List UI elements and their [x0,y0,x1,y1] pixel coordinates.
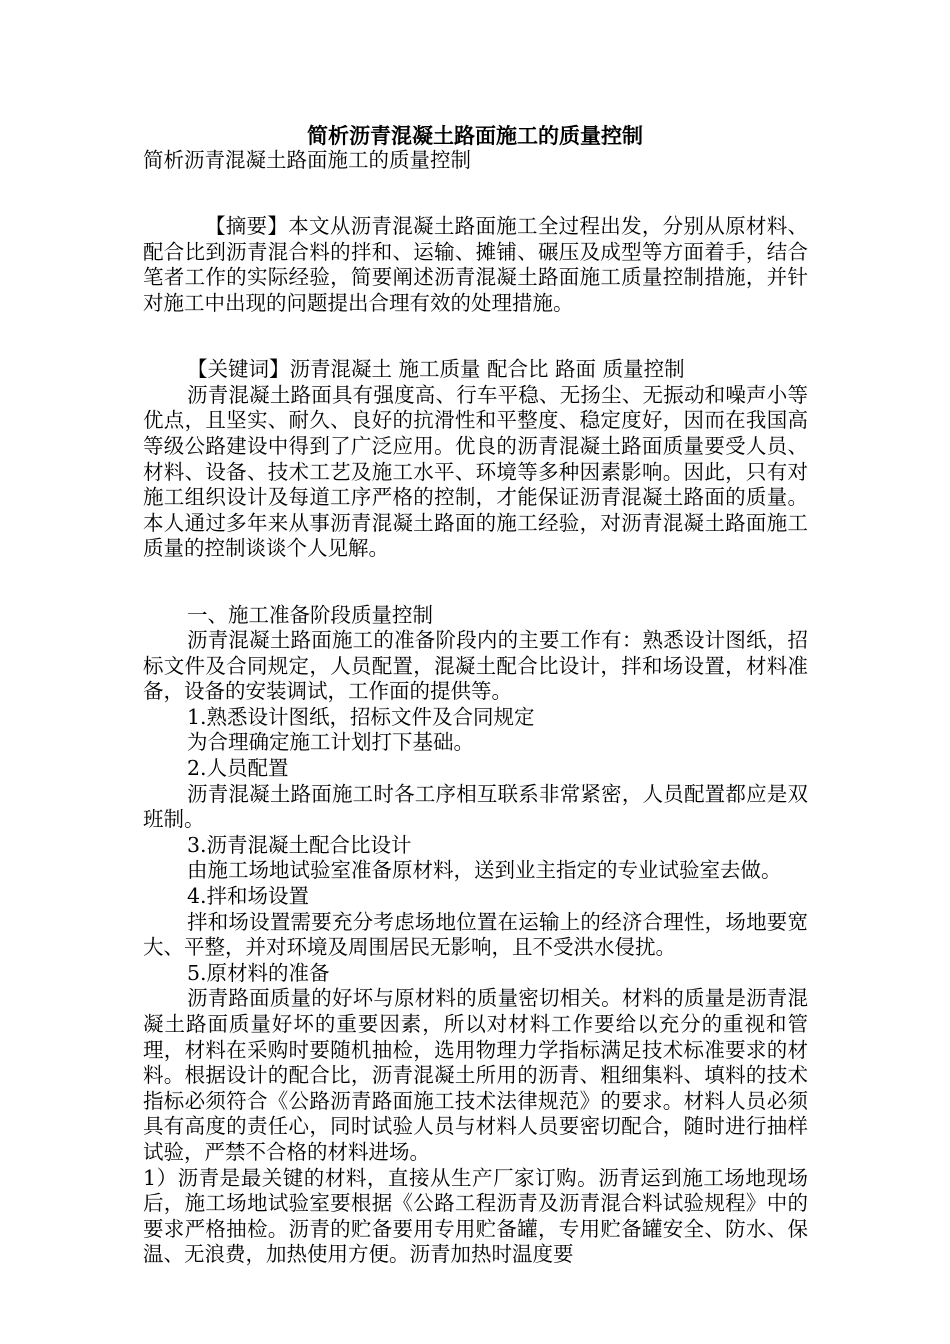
intro-paragraph: 沥青混凝土路面具有强度高、行车平稳、无扬尘、无振动和噪声小等优点，且坚实、耐久、良好的抗滑性和平整度、稳定度好，因而在我国高等级公路建设中得到了广泛应用。优良的沥青混凝土路面质量要受人员、材料、设备、技术工艺及施工水平、环境等多种因素影响。因此，只有对施工组织设计及每道工序严格的控制，才能保证沥青混凝土路面的质量。本人通过多年来从事沥青混凝土路面的施工经验，对沥青混凝土路面施工质量的控制谈谈个人见解。 [143,382,808,561]
abstract-paragraph: 【摘要】本文从沥青混凝土路面施工全过程出发，分别从原材料、配合比到沥青混合料的拌和、运输、摊铺、碾压及成型等方面着手，结合笔者工作的实际经验，简要阐述沥青混凝土路面施工质量控制措施，并针对施工中出现的问题提出合理有效的处理措施。 [143,214,808,315]
sub-item-paragraph: 1）沥青是最关键的材料，直接从生产厂家订购。沥青运到施工场地现场后，施工场地试验室要根据《公路工程沥青及沥青混合料试验规程》中的要求严格抽检。沥青的贮备要用专用贮备罐，专用贮备罐安全、防水、保温、无浪费，加热使用方便。沥青加热时温度要 [143,1165,808,1267]
item-heading: 1.熟悉设计图纸，招标文件及合同规定 [187,704,535,729]
section-heading: 一、施工准备阶段质量控制 [187,602,433,627]
item-paragraph: 由施工场地试验室准备原材料，送到业主指定的专业试验室去做。 [187,858,782,883]
document-title: 简析沥青混凝土路面施工的质量控制 [307,123,643,148]
item-paragraph: 沥青混凝土路面施工时各工序相互联系非常紧密，人员配置都应是双班制。 [143,781,808,832]
document-subtitle: 简析沥青混凝土路面施工的质量控制 [143,148,471,172]
document-body [143,148,808,1268]
item-paragraph: 为合理确定施工计划打下基础。 [187,730,474,755]
spacer [143,174,808,200]
item-heading: 2.人员配置 [187,756,289,781]
item-heading: 5.原材料的准备 [187,960,330,985]
spacer [143,562,808,588]
section-intro-paragraph: 沥青混凝土路面施工的准备阶段内的主要工作有：熟悉设计图纸，招标文件及合同规定，人员配置，混凝土配合比设计，拌和场设置，材料准备，设备的安装调试，工作面的提供等。 [143,628,808,704]
spacer [143,199,808,214]
item-heading: 3.沥青混凝土配合比设计 [187,832,412,857]
item-paragraph: 沥青路面质量的好坏与原材料的质量密切相关。材料的质量是沥青混凝土路面质量好坏的重要因素，所以对材料工作要给以充分的重视和管理，材料在采购时要随机抽检，选用物理力学指标满足技术标准要求的材料。根据设计的配合比，沥青混凝土所用的沥青、粗细集料、填料的技术指标必须符合《公路沥青路面施工技术法律规范》的要求。材料人员必须具有高度的责任心，同时试验人员与材料人员要密切配合，随时进行抽样试验，严禁不合格的材料进场。 [143,986,808,1164]
spacer [143,342,808,357]
spacer [143,588,808,603]
item-paragraph: 拌和场设置需要充分考虑场地位置在运输上的经济合理性，场地要宽大、平整，并对环境及周围居民无影响，且不受洪水侵扰。 [143,909,808,960]
keywords-line: 【关键词】沥青混凝土 施工质量 配合比 路面 质量控制 [187,357,685,382]
item-heading: 4.拌和场设置 [187,884,310,909]
spacer [143,317,808,343]
